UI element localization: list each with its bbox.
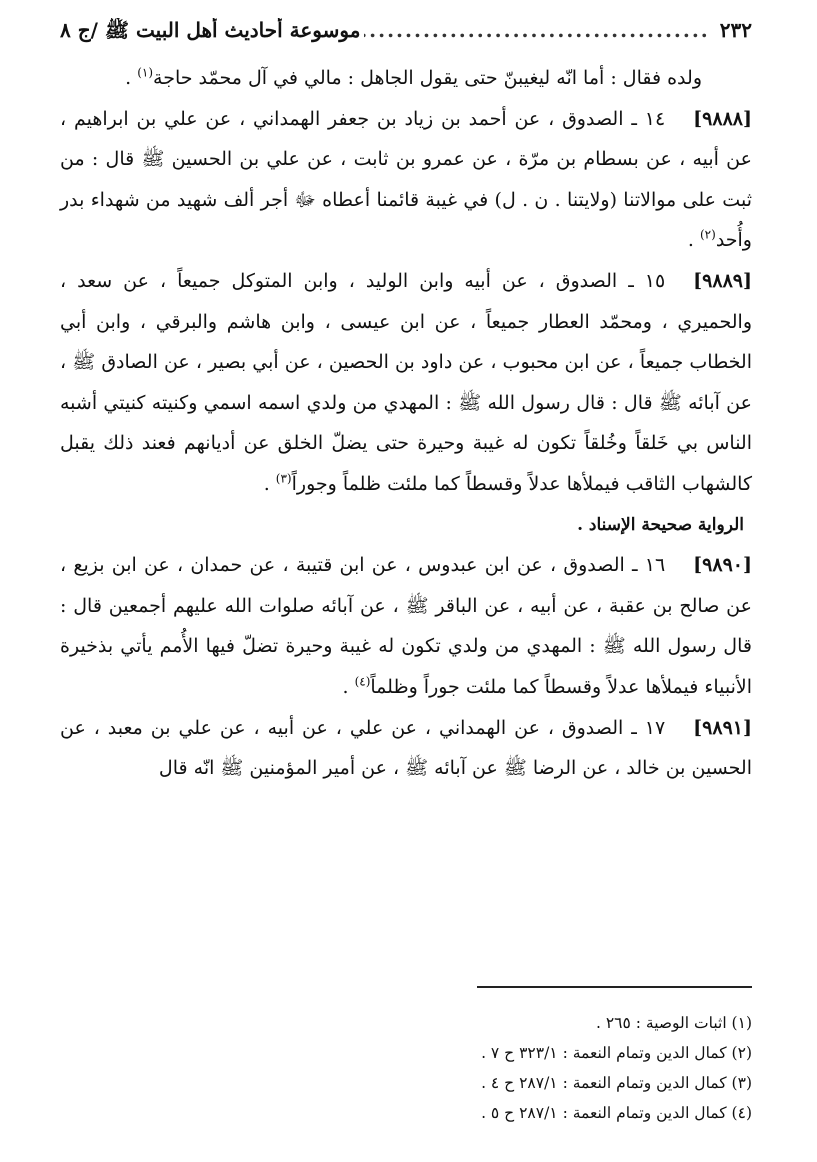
hadith-number: [٩٨٨٨] (693, 107, 752, 130)
hadith-text: ١٤ ـ الصدوق ، عن أحمد بن زياد بن جعفر الهمداني ، عن علي بن ابراهيم ، عن أبيه ، عن بسطام بن مرّة ، عن عمرو بن ثابت ، عن علي بن الحسين ﷺ قال : من ثبت على موالاتنا (ولايتنا . ن . ل) في غيبة قائمنا أعطاه ﷻ أجر ألف شهيد من شهداء بدر وأُحد (60, 107, 752, 252)
footnote-ref: (١) (137, 65, 154, 80)
hadith-9889: [٩٨٨٩]١٥ ـ الصدوق ، عن أبيه وابن الوليد ، وابن المتوكل جميعاً ، عن سعد ، والحميري ، ومحمّد العطار جميعاً ، عن ابن عيسى ، وابن هاشم والبرقي ، وابن أبي الخطاب جميعاً ، عن ابن محبوب ، عن داود بن الحصين ، عن أبي بصير ، عن الصادق ﷺ ، عن آبائه ﷺ قال : قال رسول الله ﷺ : المهدي من ولدي اسمه اسمي وكنيته كنيتي أشبه الناس بي خَلقاً وخُلقاً تكون له غيبة وحيرة حتى يضلّ الخلق عن أديانهم فعند ذلك يقبل كالشهاب الثاقب فيملأها عدلاً وقسطاً كما ملئت ظلماً وجوراً$^{(٣)}$ . (60, 269, 752, 495)
hadith-9890: [٩٨٩٠]١٦ ـ الصدوق ، عن ابن عبدوس ، عن ابن قتيبة ، عن حمدان ، عن ابن بزيع ، عن صالح بن عقبة ، عن أبيه ، عن الباقر ﷺ ، عن آبائه صلوات الله عليهم أجمعين قال : قال رسول الله ﷺ : المهدي من ولدي تكون له غيبة وحيرة تضلّ فيها الأُمم يأتي بذخيرة الأنبياء فيملأها عدلاً وقسطاً كما ملئت جوراً وظلماً$^{(٤)}$ . (60, 554, 752, 698)
header-title: موسوعة أحاديث أهل البيت ﷺ /ج ٨ (60, 18, 361, 42)
footnote-separator (477, 986, 752, 988)
hadith-9888: [٩٨٨٨]١٤ ـ الصدوق ، عن أحمد بن زياد بن جعفر الهمداني ، عن علي بن ابراهيم ، عن أبيه ، عن بسطام بن مرّة ، عن عمرو بن ثابت ، عن علي بن الحسين ﷺ قال : من ثبت على موالاتنا (ولايتنا . ن . ل) في غيبة قائمنا أعطاه ﷻ أجر ألف شهيد من شهداء بدر وأُحد$^{(٢)}$ . (60, 107, 752, 252)
footnote-ref: (٤) (354, 674, 371, 689)
main-text (60, 58, 752, 789)
dot-leader (364, 18, 709, 42)
chain-note: الرواية صحيحة الإسناد . (577, 514, 744, 535)
hadith-text: ١٧ ـ الصدوق ، عن الهمداني ، عن علي ، عن أبيه ، عن علي بن معبد ، عن الحسين بن خالد ، عن الرضا ﷺ عن آبائه ﷺ ، عن أمير المؤمنين ﷺ انّه قال (60, 716, 752, 780)
footnote-2: (٢) كمال الدين وتمام النعمة : ٣٢٣/١ ح ٧ . (481, 1044, 752, 1062)
footnote-3: (٣) كمال الدين وتمام النعمة : ٢٨٧/١ ح ٤ . (481, 1074, 752, 1092)
hadith-number: [٩٨٨٩] (693, 269, 752, 292)
hadith-number: [٩٨٩٠] (693, 554, 752, 577)
intro-paragraph: ولده فقال : أما انّه ليغيبنّ حتى يقول الجاهل : مالي في آل محمّد حاجة$^{(١)}$ . (125, 65, 702, 89)
book-page (60, 18, 752, 1148)
footnote-ref: (٣) (275, 471, 292, 486)
hadith-text: ١٦ ـ الصدوق ، عن ابن عبدوس ، عن ابن قتيبة ، عن حمدان ، عن ابن بزيع ، عن صالح بن عقبة ، عن أبيه ، عن الباقر ﷺ ، عن آبائه صلوات الله عليهم أجمعين قال : قال رسول الله ﷺ : المهدي من ولدي تكون له غيبة وحيرة تضلّ فيها الأُمم يأتي بذخيرة الأنبياء فيملأها عدلاً وقسطاً كما ملئت جوراً وظلماً (60, 554, 752, 698)
hadith-9891 (60, 708, 752, 789)
footnote-ref: (٢) (699, 228, 716, 243)
footnotes (60, 1008, 752, 1128)
running-header (60, 18, 752, 58)
hadith-number: [٩٨٩١] (693, 716, 752, 739)
footnote-1: (١) اثبات الوصية : ٢٦٥ . (595, 1014, 752, 1032)
page-number: ٢٣٢ (719, 18, 752, 42)
hadith-text: ١٥ ـ الصدوق ، عن أبيه وابن الوليد ، وابن المتوكل جميعاً ، عن سعد ، والحميري ، ومحمّد العطار جميعاً ، عن ابن عيسى ، وابن هاشم والبرقي ، وابن أبي الخطاب جميعاً ، عن ابن محبوب ، عن داود بن الحصين ، عن أبي بصير ، عن الصادق ﷺ ، عن آبائه ﷺ قال : قال رسول الله ﷺ : المهدي من ولدي اسمه اسمي وكنيته كنيتي أشبه الناس بي خَلقاً وخُلقاً تكون له غيبة وحيرة حتى يضلّ الخلق عن أديانهم فعند ذلك يقبل كالشهاب الثاقب فيملأها عدلاً وقسطاً كما ملئت ظلماً وجوراً (60, 269, 752, 495)
footnote-4: (٤) كمال الدين وتمام النعمة : ٢٨٧/١ ح ٥ . (481, 1104, 752, 1122)
